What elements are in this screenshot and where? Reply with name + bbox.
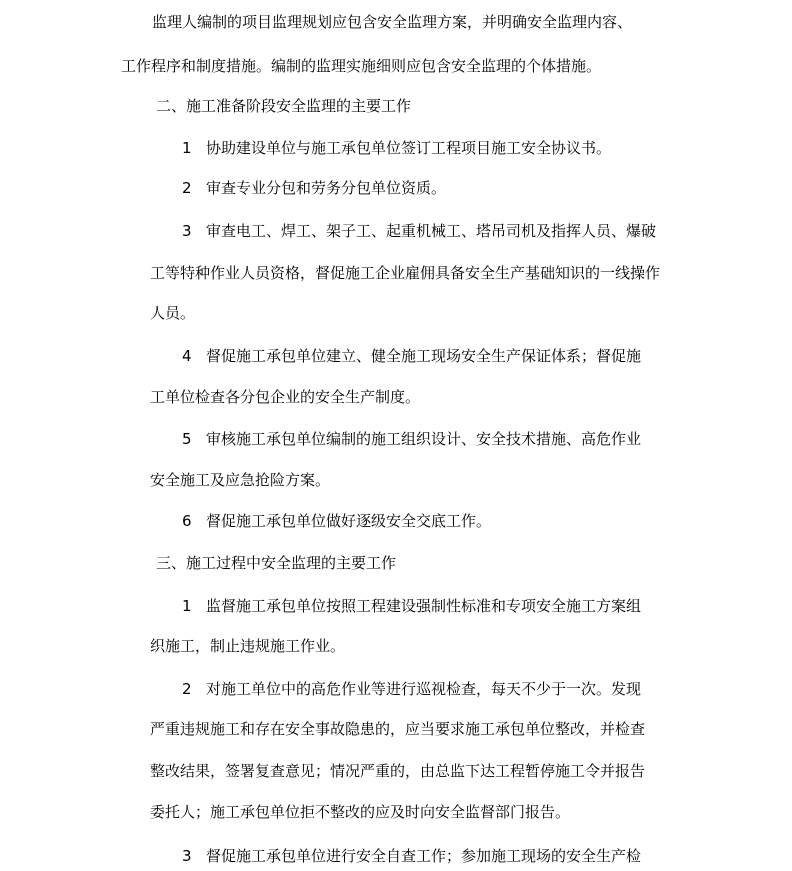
text-line: 人员。 xyxy=(150,304,196,322)
item-text: 督促施工承包单位进行安全自查工作；参加施工现场的安全生产检 xyxy=(206,847,642,865)
item-number: 1 xyxy=(182,597,192,615)
item-text: 监督施工承包单位按照工程建设强制性标准和专项安全施工方案组 xyxy=(206,597,642,615)
item-text: 审查专业分包和劳务分包单位资质。 xyxy=(206,179,447,197)
item-number: 5 xyxy=(182,430,192,448)
list-item xyxy=(182,221,656,241)
item-text: 审核施工承包单位编制的施工组织设计、安全技术措施、高危作业 xyxy=(206,430,642,448)
text-line: 安全施工及应急抢险方案。 xyxy=(150,471,331,489)
item-number: 3 xyxy=(182,222,192,240)
section-heading: 三、施工过程中安全监理的主要工作 xyxy=(156,554,397,572)
item-number: 6 xyxy=(182,512,192,530)
item-number: 2 xyxy=(182,179,192,197)
item-text: 督促施工承包单位做好逐级安全交底工作。 xyxy=(206,512,492,530)
text-line: 工单位检查各分包企业的安全生产制度。 xyxy=(150,388,421,406)
text-line: 织施工，制止违规施工作业。 xyxy=(150,637,346,655)
list-item xyxy=(182,596,641,616)
list-item xyxy=(182,178,446,198)
item-text: 对施工单位中的高危作业等进行巡视检查，每天不少于一次。发现 xyxy=(206,680,642,698)
list-item xyxy=(182,846,641,866)
text-line: 工作程序和制度措施。编制的监理实施细则应包含安全监理的个体措施。 xyxy=(121,57,602,75)
list-item xyxy=(182,511,491,531)
item-number: 4 xyxy=(182,347,192,365)
item-text: 督促施工承包单位建立、健全施工现场安全生产保证体系；督促施 xyxy=(206,347,642,365)
item-text: 审查电工、焊工、架子工、起重机械工、塔吊司机及指挥人员、爆破 xyxy=(206,222,657,240)
item-number: 3 xyxy=(182,847,192,865)
list-item xyxy=(182,346,641,366)
text-line: 整改结果，签署复查意见；情况严重的，由总监下达工程暂停施工令并报告 xyxy=(150,762,646,780)
list-item xyxy=(182,138,611,158)
text-line: 委托人；施工承包单位拒不整改的应及时向安全监督部门报告。 xyxy=(150,803,571,821)
text-line: 工等特种作业人员资格，督促施工企业雇佣具备安全生产基础知识的一线操作 xyxy=(150,264,661,282)
section-heading: 二、施工准备阶段安全监理的主要工作 xyxy=(156,97,412,115)
item-number: 1 xyxy=(182,139,192,157)
text-line: 严重违规施工和存在安全事故隐患的，应当要求施工承包单位整改，并检查 xyxy=(150,720,646,738)
item-text: 协助建设单位与施工承包单位签订工程项目施工安全协议书。 xyxy=(206,139,612,157)
list-item xyxy=(182,679,641,699)
list-item xyxy=(182,429,641,449)
item-number: 2 xyxy=(182,680,192,698)
text-line: 监理人编制的项目监理规划应包含安全监理方案，并明确安全监理内容、 xyxy=(152,13,633,31)
